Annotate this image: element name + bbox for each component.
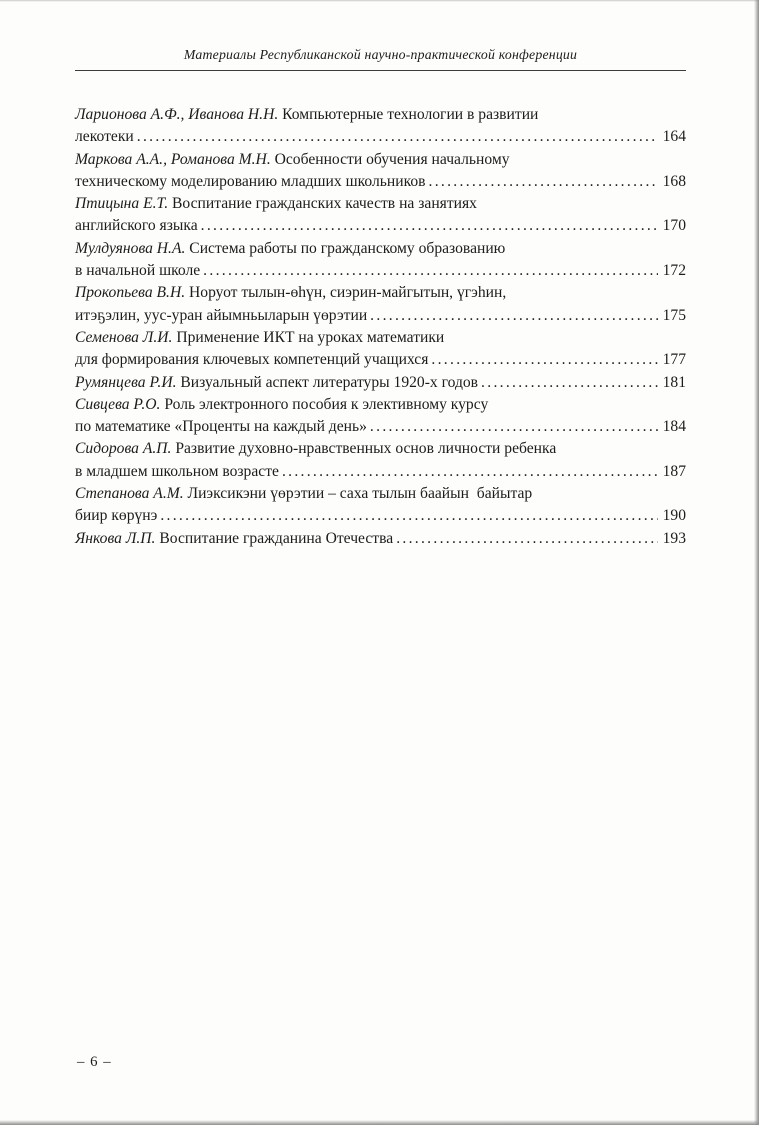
entry-title: Воспитание гражданских качеств на занятиях: [168, 195, 477, 213]
entry-page-number: 184: [662, 418, 686, 436]
dot-leader: [370, 305, 657, 327]
toc-entry: [75, 528, 686, 550]
toc-entry-line: [75, 349, 686, 371]
entry-title-continuation: английского языка: [75, 217, 198, 235]
toc-entry: [75, 238, 686, 283]
entry-page-number: 168: [662, 172, 686, 190]
entry-author: Семенова Л.И.: [75, 328, 173, 346]
entry-page-number: 187: [662, 462, 686, 480]
toc-entry-line: [75, 528, 686, 550]
toc-entry-line: [75, 260, 686, 282]
scan-edge-top: [0, 0, 759, 2]
entry-title: Компьютерные технологии в развитии: [278, 106, 539, 123]
entry-author: Прокопьева В.Н.: [75, 284, 186, 302]
entry-title-continuation: техническому моделированию младших школьников: [75, 172, 426, 190]
entry-title: Визуальный аспект литературы 1920-х годов: [176, 373, 479, 391]
toc-entry-line: [75, 149, 686, 171]
scan-edge-right: [754, 0, 759, 1125]
dot-leader: [429, 171, 658, 193]
entry-title: Роль электронного пособия к элективному курсу: [160, 395, 489, 413]
toc-entry: [75, 149, 686, 194]
entry-author: Румянцева Р.И.: [75, 373, 177, 391]
toc-entry: [75, 438, 686, 483]
entry-author: Ларионова А.Ф., Иванова Н.Н.: [75, 106, 279, 123]
entry-author: Птицына Е.Т.: [75, 195, 169, 213]
entry-author: Мулдуянова Н.А.: [75, 239, 186, 257]
entry-title: Применение ИКТ на уроках математики: [172, 328, 445, 346]
entry-title: Воспитание гражданина Отечества: [155, 529, 394, 547]
entry-title-continuation: биир көрүнэ: [75, 507, 158, 525]
entry-page-number: 164: [662, 128, 686, 146]
entry-title-continuation: для формирования ключевых компетенций учащихся: [75, 351, 429, 369]
entry-page-number: 172: [662, 262, 686, 280]
toc-entry-line: [75, 394, 686, 416]
toc-entry-line: [75, 282, 686, 304]
toc-entry: [75, 282, 686, 327]
dot-leader: [160, 505, 657, 527]
toc-entry: [75, 372, 686, 394]
entry-page-number: 177: [662, 351, 686, 369]
entry-author: Маркова А.А., Романова М.Н.: [75, 150, 271, 168]
page-number: – 6 –: [77, 1054, 112, 1070]
dot-leader: [396, 528, 657, 550]
toc-entry-line: [75, 416, 686, 438]
entry-title-continuation: в младшем школьном возрасте: [75, 462, 279, 480]
entry-page-number: 175: [662, 306, 686, 324]
dot-leader: [431, 349, 657, 371]
entry-page-number: 193: [662, 529, 686, 547]
dot-leader: [201, 215, 658, 237]
toc-entry: [75, 104, 686, 149]
toc-entry-line: [75, 505, 686, 527]
dot-leader: [203, 260, 657, 282]
entry-title: Лиэксикэни үөрэтии – саха тылын баайын байытар: [183, 485, 533, 503]
entry-author: Степанова А.М.: [75, 485, 184, 503]
toc-entry-line: [75, 215, 686, 237]
dot-leader: [282, 461, 658, 483]
entry-title-continuation: в начальной школе: [75, 262, 201, 280]
dot-leader: [481, 372, 658, 394]
toc-entry-line: [75, 171, 686, 193]
toc-entry: [75, 327, 686, 372]
toc-entry-line: [75, 126, 686, 148]
toc-entry-line: [75, 193, 686, 215]
toc-entry: [75, 193, 686, 238]
dot-leader: [137, 126, 658, 148]
running-header: Материалы Республиканской научно-практической конференции: [75, 0, 686, 71]
toc-list: [75, 104, 686, 550]
page-content: [75, 0, 686, 550]
entry-title: Развитие духовно-нравственных основ личности ребенка: [171, 440, 557, 458]
toc-entry-line: [75, 461, 686, 483]
toc-entry: [75, 483, 686, 528]
entry-title: Особенности обучения начальному: [270, 150, 510, 168]
dot-leader: [370, 416, 658, 438]
toc-entry-line: [75, 104, 686, 126]
toc-entry: [75, 394, 686, 439]
toc-entry-line: [75, 327, 686, 349]
toc-entry-line: [75, 438, 686, 460]
entry-author: Сидорова А.П.: [75, 440, 172, 458]
entry-author: Сивцева Р.О.: [75, 395, 161, 413]
toc-entry-line: [75, 238, 686, 260]
toc-entry-line: [75, 372, 686, 394]
entry-title-continuation: итэҕэлин, уус-уран айымньыларын үөрэтии: [75, 306, 368, 324]
toc-entry-line: [75, 305, 686, 327]
scan-edge-bottom: [0, 1120, 759, 1125]
entry-page-number: 181: [662, 373, 686, 391]
entry-page-number: 190: [662, 507, 686, 525]
entry-author: Янкова Л.П.: [75, 529, 156, 547]
entry-title: Норуот тылын-өһүн, сиэрин-майгытын, үгэһин,: [185, 284, 507, 302]
entry-title-continuation: по математике «Проценты на каждый день»: [75, 418, 367, 436]
entry-title: Система работы по гражданскому образованию: [185, 239, 506, 257]
entry-page-number: 170: [662, 217, 686, 235]
toc-entry-line: [75, 483, 686, 505]
entry-title-continuation: лекотеки: [75, 128, 134, 146]
